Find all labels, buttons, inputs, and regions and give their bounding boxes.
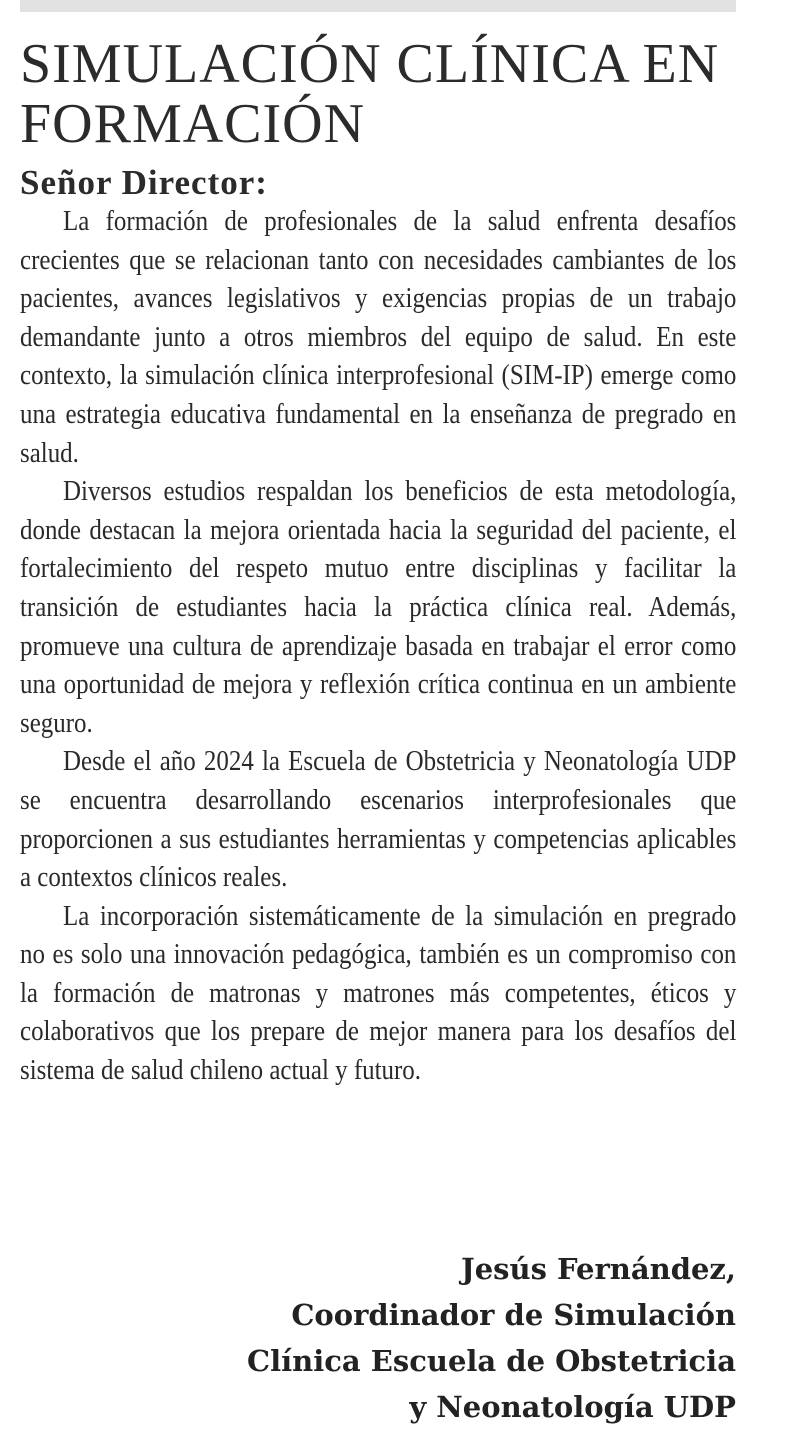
author-role-line-1: Coordinador de Simulación <box>291 1298 736 1332</box>
paragraph-3: Desde el año 2024 la Escuela de Obstetricia y Neonatología UDP se encuentra desarrollando escenarios interprofesionales que proporcionen a sus estudiantes herramientas y competencias aplicables a contextos clínicos reales. <box>20 745 737 894</box>
author-role-line-2: Clínica Escuela de Obstetricia <box>247 1344 736 1378</box>
author-name: Jesús Fernández, <box>461 1252 736 1286</box>
paragraph-2: Diversos estudios respaldan los beneficios de esta metodología, donde destacan la mejora orientada hacia la seguridad del paciente, el fortalecimiento del respeto mutuo entre disciplinas y facilitar la transición de estudiantes hacia la práctica clínica real. Además, promueve una cultura de aprendizaje basada en trabajar el error como una oportunidad de mejora y reflexión crítica continua en un ambiente seguro. <box>20 475 737 739</box>
author-role-line-3: y Neonatología UDP <box>409 1390 736 1424</box>
top-divider-bar <box>20 0 736 12</box>
letter-body <box>20 202 736 1090</box>
letter-article <box>20 33 737 1424</box>
salutation: Señor Director: <box>20 163 268 202</box>
author-signature <box>247 1246 736 1430</box>
article-title <box>20 34 736 154</box>
paragraph-4: La incorporación sistemáticamente de la simulación en pregrado no es solo una innovación pedagógica, también es un compromiso con la formación de matronas y matrones más competentes, éticos y colaborativos que los prepare de mejor manera para los desafíos del sistema de salud chileno actual y futuro. <box>20 899 737 1087</box>
title-line-1: SIMULACIÓN CLÍNICA EN <box>20 33 720 95</box>
title-line-2: FORMACIÓN <box>20 93 366 155</box>
paragraph-1: La formación de profesionales de la salud enfrenta desafíos crecientes que se relacionan tanto con necesidades cambiantes de los pacientes, avances legislativos y exigencias propias de un trabajo demandante junto a otros miembros del equipo de salud. En este contexto, la simulación clínica interprofesional (SIM-IP) emerge como una estrategia educativa fundamental en la enseñanza de pregrado en salud. <box>20 205 737 469</box>
